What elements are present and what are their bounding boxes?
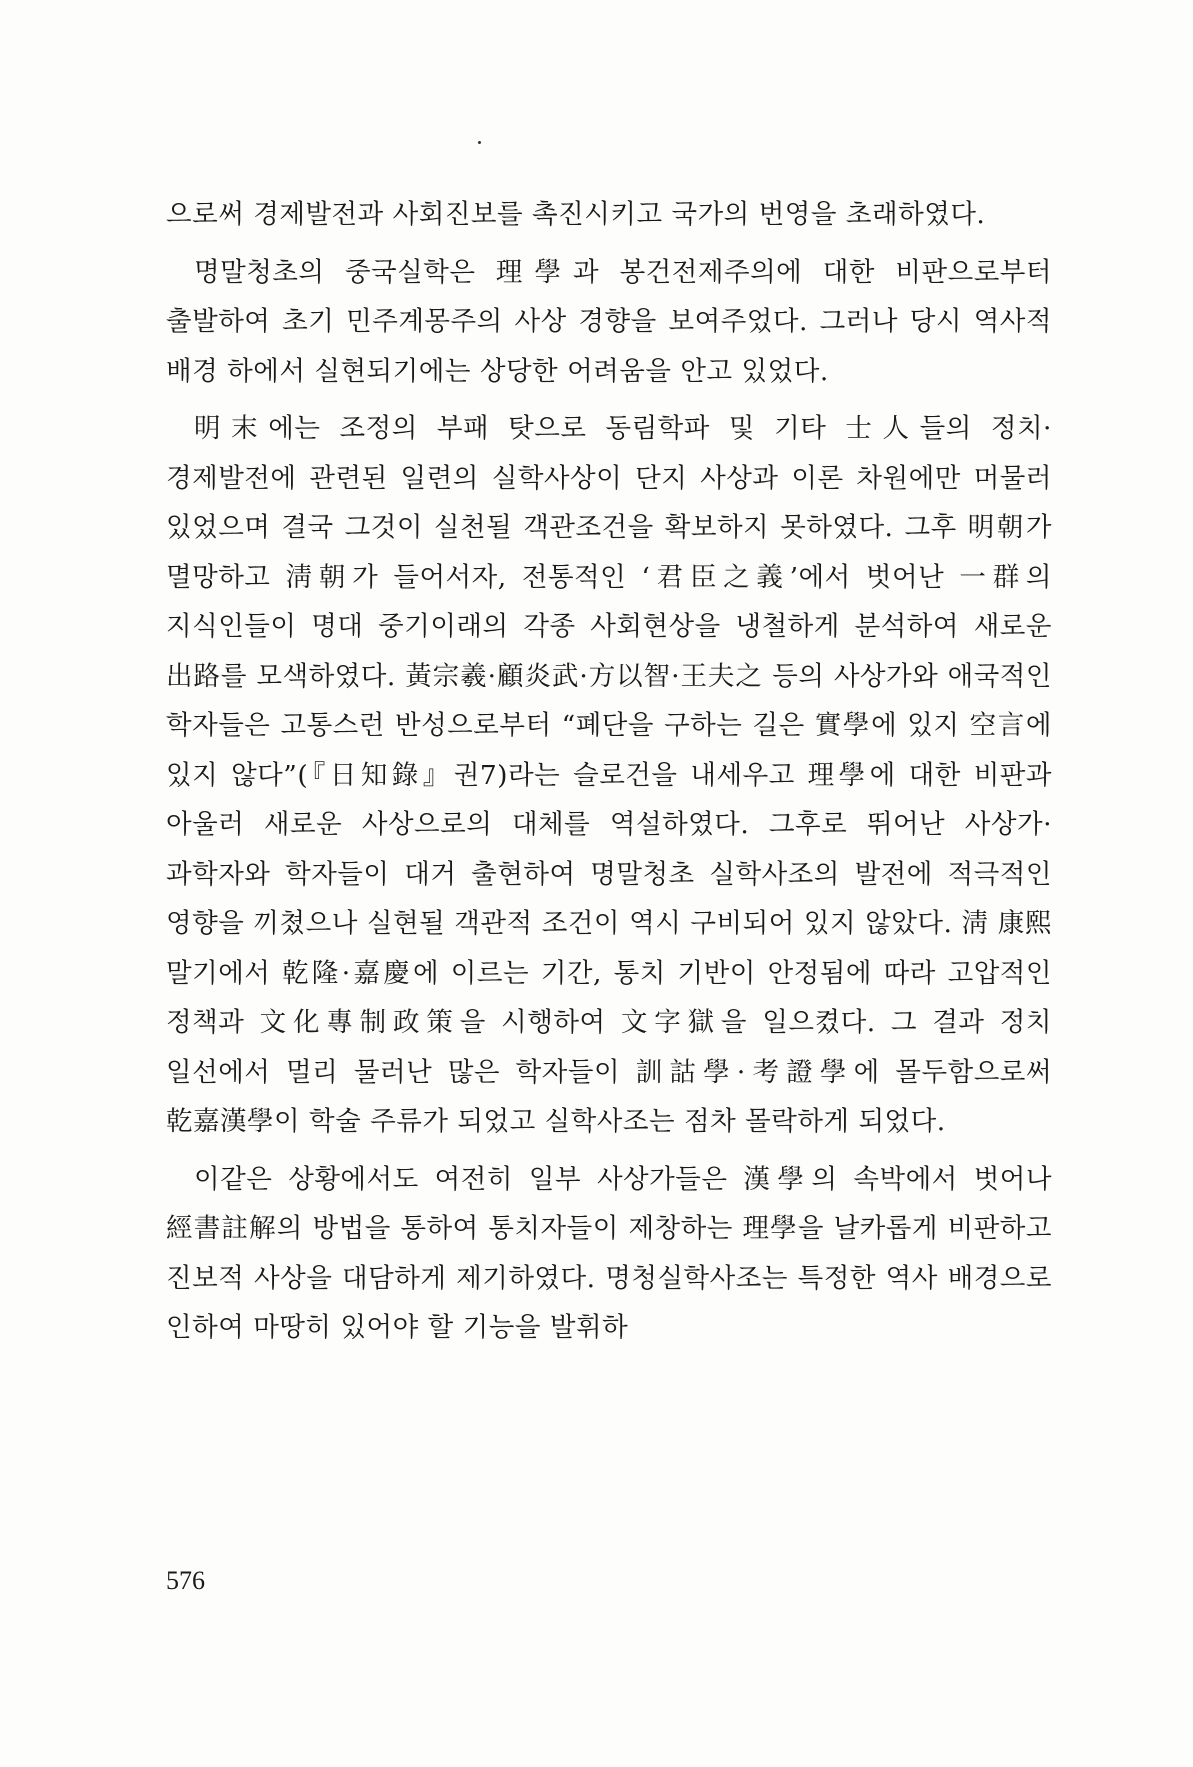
paragraph-4: 이같은 상황에서도 여전히 일부 사상가들은 漢學의 속박에서 벗어나 經書註解의 방법을 통하여 통치자들이 제창하는 理學을 날카롭게 비판하고 진보적 사상을 대담하게 제기하였다. 명청실학사조는 특정한 역사 배경으로 인하여 마땅히 있어야 할 기능을 발휘하 bbox=[166, 1163, 1052, 1343]
page-number: 576 bbox=[166, 1566, 205, 1595]
scan-speck bbox=[477, 140, 481, 144]
body-text bbox=[166, 190, 1052, 1361]
paragraph-2: 명말청초의 중국실학은 理學과 봉건전제주의에 대한 비판으로부터 출발하여 초기 민주계몽주의 사상 경향을 보여주었다. 그러나 당시 역사적 배경 하에서 실현되기에는 상당한 어려움을 안고 있었다. bbox=[166, 256, 1052, 387]
paragraph-3: 明末에는 조정의 부패 탓으로 동림학파 및 기타 士人들의 정치·경제발전에 관련된 일련의 실학사상이 단지 사상과 이론 차원에만 머물러 있었으며 결국 그것이 실천될 객관조건을 확보하지 못하였다. 그후 明朝가 멸망하고 淸朝가 들어서자, 전통적인 ‘君臣之義’에서 벗어난 一群의 지식인들이 명대 중기이래의 각종 사회현상을 냉철하게 분석하여 새로운 出路를 모색하였다. 黃宗羲·顧炎武·方以智·王夫之 등의 사상가와 애국적인 학자들은 고통스런 반성으로부터 “폐단을 구하는 길은 實學에 있지 空言에 있지 않다”(『日知錄』권7)라는 슬로건을 내세우고 理學에 대한 비판과 아울러 새로운 사상으로의 대체를 역설하였다. 그후로 뛰어난 사상가·과학자와 학자들이 대거 출현하여 명말청초 실학사조의 발전에 적극적인 영향을 끼쳤으나 실현될 객관적 조건이 역시 구비되어 있지 않았다. 淸 康熙 말기에서 乾隆·嘉慶에 이르는 기간, 통치 기반이 안정됨에 따라 고압적인 정책과 文化專制政策을 시행하여 文字獄을 일으켰다. 그 결과 정치 일선에서 멀리 물러난 많은 학자들이 訓詁學·考證學에 몰두함으로써 乾嘉漢學이 학술 주류가 되었고 실학사조는 점차 몰락하게 되었다. bbox=[166, 413, 1052, 1137]
paragraph-1: 으로써 경제발전과 사회진보를 촉진시키고 국가의 번영을 초래하였다. bbox=[166, 199, 986, 230]
